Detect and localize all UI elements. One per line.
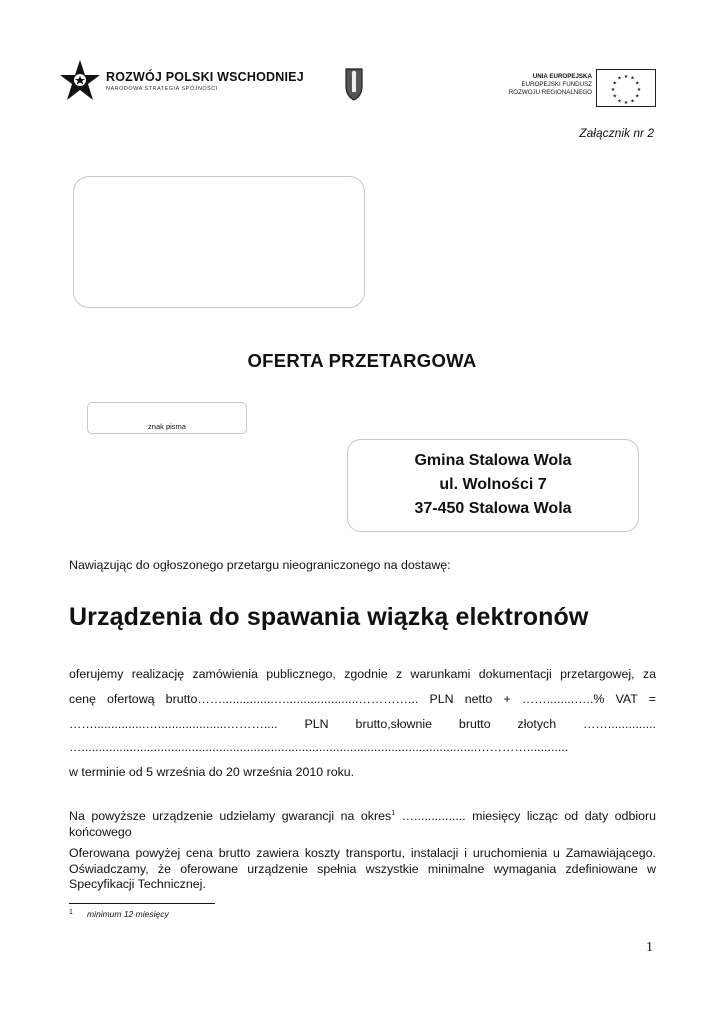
recipient-street: ul. Wolności 7 [439, 476, 547, 493]
eu-fund-logo [496, 69, 656, 105]
footnote-separator [69, 903, 215, 904]
svg-text:★: ★ [623, 100, 629, 106]
tender-subject: Urządzenia do spawania wiązką elektronów [69, 603, 589, 631]
page-number: 1 [646, 940, 653, 955]
delivery-term: w terminie od 5 września do 20 września 2010 roku. [69, 765, 355, 779]
warranty-paragraph [69, 806, 656, 840]
recipient-address-box [347, 439, 639, 532]
warranty-text-start: Na powyższe urządzenie udzielamy gwarancji na okres [69, 809, 392, 824]
reference-number-box [87, 402, 247, 434]
left-logo-subtitle: NARODOWA STRATEGIA SPÓJNOŚCI [106, 86, 218, 92]
rozwoj-polski-wschodniej-logo [58, 52, 304, 112]
reference-label: znak pisma [148, 422, 186, 431]
svg-text:★: ★ [636, 87, 642, 93]
svg-text:★: ★ [612, 93, 617, 100]
svg-text:★: ★ [610, 87, 616, 93]
svg-text:★: ★ [630, 98, 635, 105]
price-words-continuation: …...................................................................................................................…………............ [69, 740, 569, 754]
eu-logo-line3: ROZWOJU REGIONALNEGO [508, 89, 592, 97]
footnote-number: 1 [69, 909, 73, 916]
svg-text:★: ★ [617, 75, 622, 82]
left-logo-title: ROZWÓJ POLSKI WSCHODNIEJ [106, 70, 304, 84]
offer-statement: Oferowana powyżej cena brutto zawiera koszty transportu, instalacji i uruchomienia u Zamawiającego. Oświadczamy, że oferowane urządzenie spełnia wszystkie minimalne wymagania zdefiniowane w Specyfikacji Technicznej. [69, 846, 656, 891]
footnote-reference: 1 [391, 810, 396, 817]
eu-logo-line1: UNIA EUROPEJSKA [532, 73, 592, 80]
price-line: cenę ofertową brutto……...............….....................…………... PLN netto + ……........…..% VAT = [69, 692, 656, 706]
intro-text: Nawiązując do ogłoszonego przetargu nieograniczonego na dostawę: [69, 558, 451, 572]
eu-logo-text [509, 73, 592, 98]
svg-text:★: ★ [623, 74, 629, 80]
city-crest-icon [343, 66, 365, 102]
eu-logo-line2: EUROPEJSKI FUNDUSZ [521, 81, 592, 89]
recipient-city: 37-450 Stalowa Wola [414, 500, 572, 517]
page-title: OFERTA PRZETARGOWA [247, 350, 477, 371]
price-words-line: ……...............…....................……….... PLN brutto,słownie brutto złotych …….............. [69, 717, 656, 731]
stars-emblem-icon [58, 58, 102, 102]
footnote-text: minimum 12 miesięcy [87, 909, 169, 919]
svg-text:★: ★ [635, 93, 640, 100]
recipient-name: Gmina Stalowa Wola [414, 452, 572, 469]
company-stamp-box [73, 176, 365, 308]
annex-label: Załącznik nr 2 [579, 126, 654, 140]
svg-text:★: ★ [630, 75, 635, 82]
svg-text:★: ★ [635, 80, 640, 87]
svg-text:★: ★ [617, 98, 622, 105]
svg-text:★: ★ [612, 80, 617, 87]
offer-line: oferujemy realizację zamówienia publicznego, zgodnie z warunkami dokumentacji przetargowej, za [69, 667, 656, 681]
eu-flag-icon [596, 69, 656, 107]
warranty-text-end: …............... miesięcy licząc od daty odbioru końcowego [69, 809, 656, 840]
